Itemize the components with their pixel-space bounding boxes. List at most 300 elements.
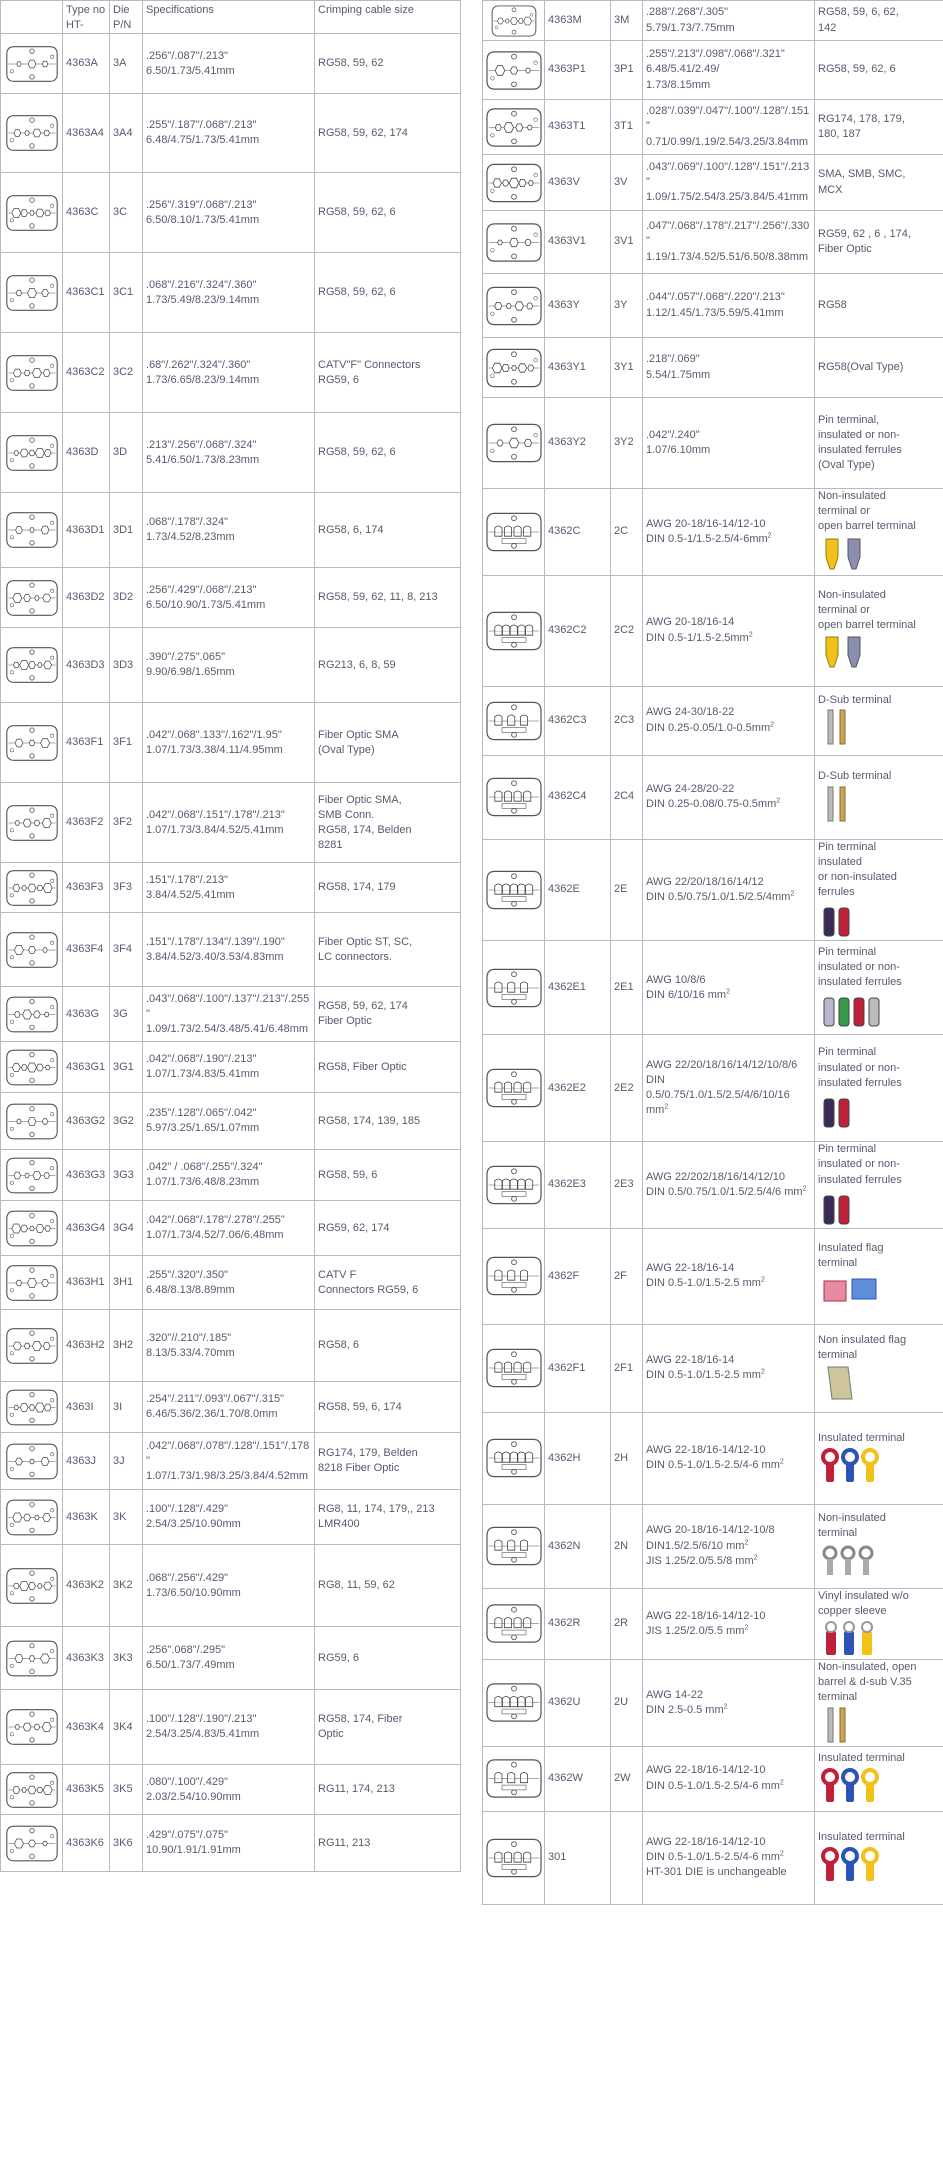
spec-awg: AWG 22-18/16-14 <box>646 1262 735 1275</box>
table-row <box>1 94 461 173</box>
type-cell: 4363C <box>63 173 110 253</box>
unit-superscript: 2 <box>802 1185 807 1193</box>
spec-din: DIN1.5/2.5/6/10 $mm^2$ <box>646 1538 749 1552</box>
type-cell: 4363K6 <box>63 1815 110 1872</box>
die-cell: 3G3 <box>110 1150 143 1201</box>
spec-awg: AWG 22-18/16-14/12-10 <box>646 1444 766 1457</box>
die-image-cell <box>1 1310 63 1382</box>
die-cell: 2C2 <box>611 575 643 686</box>
cable-text: Insulated terminal <box>818 1431 905 1444</box>
die-cell: 3K <box>110 1490 143 1545</box>
die-drawing <box>4 990 60 1039</box>
cable-text: D-Sub terminal <box>818 770 892 783</box>
terminal-image <box>818 1706 888 1746</box>
die-cell: 2W <box>611 1746 643 1811</box>
die-drawing <box>484 690 544 752</box>
spec-awg: AWG 22-18/16-14/12-10 <box>646 1835 766 1848</box>
spec-cell: .042"/.240" 1.07/6.10mm <box>643 398 815 489</box>
cable-text: Pin terminal insulated or non- insulated ferrules <box>818 1046 902 1089</box>
type-cell: 4363G1 <box>63 1042 110 1093</box>
spec-din: DIN 0.5/0.75/1.0/1.5/2.5/4/6/10/16 $mm^2$ <box>646 1074 790 1117</box>
table-row <box>483 398 943 489</box>
spec-cell <box>643 1142 815 1229</box>
die-drawing <box>484 1827 544 1889</box>
spec-cell: .028"/.039"/.047"/.100"/.128"/.151" 0.71/0.99/1.19/2.54/3.25/3.84mm <box>643 100 815 155</box>
type-cell: 4363G3 <box>63 1150 110 1201</box>
table-row <box>1 413 461 493</box>
table-row <box>1 253 461 333</box>
cable-cell <box>815 338 943 398</box>
cable-text: Pin terminal, insulated or non- insulated ferrules (Oval Type) <box>818 413 902 472</box>
spec-cell: .047"/.068"/.178"/.217"/.256"/.330" 1.19/1.73/4.52/5.51/6.50/8.38mm <box>643 211 815 274</box>
cable-cell <box>315 1690 461 1765</box>
die-drawing <box>484 277 544 335</box>
die-drawing <box>4 634 60 696</box>
unit-superscript: 2 <box>664 1103 669 1111</box>
table-row <box>483 1142 943 1229</box>
die-drawing <box>4 866 60 910</box>
die-cell: 2C4 <box>611 755 643 839</box>
spec-cell: .151"/.178"/.213" 3.84/4.52/5.41mm <box>143 863 315 913</box>
spec-cell: .218"/.069" 5.54/1.75mm <box>643 338 815 398</box>
table-row <box>1 628 461 703</box>
type-cell: 4362C3 <box>545 686 611 755</box>
table-row <box>483 686 943 755</box>
spec-cell: .235"/.128"/.065"/.042" 5.97/3.25/1.65/1.07mm <box>143 1093 315 1150</box>
die-image-cell <box>483 1412 545 1504</box>
spec-awg: AWG 24-28/20-22 <box>646 782 735 795</box>
die-image-cell <box>1 628 63 703</box>
die-image-cell <box>1 1765 63 1815</box>
spec-cell: .042"/.068"/.151"/.178"/.213" 1.07/1.73/3.84/4.52/5.41mm <box>143 783 315 863</box>
die-cell: 3H1 <box>110 1256 143 1310</box>
cable-text: RG58, 6 <box>318 1339 359 1352</box>
type-cell: 4362F <box>545 1228 611 1324</box>
die-drawing <box>4 422 60 484</box>
cable-cell <box>315 1433 461 1490</box>
spec-din: DIN $0.25-0.05/1.0-0.5mm^2$ <box>646 720 775 734</box>
cable-cell <box>315 987 461 1042</box>
terminal-image <box>818 1271 888 1311</box>
die-image-cell <box>1 1042 63 1093</box>
table-row <box>483 1228 943 1324</box>
cable-text: RG58, 59, 62 <box>318 57 384 70</box>
cable-text: RG8, 11, 59, 62 <box>318 1579 395 1592</box>
die-image-cell <box>483 755 545 839</box>
spec-cell: .288"/.268"/.305" 5.79/1.73/7.75mm <box>643 1 815 41</box>
spec-cell: .320"//.210"/.185" 8.13/5.33/4.70mm <box>143 1310 315 1382</box>
cable-cell <box>315 173 461 253</box>
spec-awg: AWG 14-22 <box>646 1688 704 1701</box>
die-cell: 3K4 <box>110 1690 143 1765</box>
cable-text: CATV F Connectors RG59, 6 <box>318 1268 419 1296</box>
spec-cell: .390"/.275".065" 9.90/6.98/1.65mm <box>143 628 315 703</box>
cable-text: Vinyl insulated w/o copper sleeve <box>818 1589 909 1617</box>
cable-cell <box>315 863 461 913</box>
terminal-image <box>818 1541 888 1581</box>
die-cell: 3H2 <box>110 1310 143 1382</box>
spec-din: DIN 0.5-1.0/1.5-2.5 $mm^2$ <box>646 1276 765 1290</box>
spec-din: DIN $0.5/0.75/1.0/1.5/2.5/4mm^2$ <box>646 890 795 903</box>
die-cell: 3D2 <box>110 568 143 628</box>
table-row <box>483 274 943 338</box>
cable-text: RG58, 59, 62, 6 <box>818 63 896 76</box>
die-cell: 2F <box>611 1228 643 1324</box>
die-image-cell <box>483 155 545 211</box>
cable-cell <box>815 1588 943 1659</box>
die-drawing <box>484 1749 544 1808</box>
die-drawing <box>484 1154 544 1216</box>
die-cell: 3K2 <box>110 1545 143 1627</box>
type-cell: 4363A <box>63 34 110 94</box>
die-drawing <box>4 919 60 981</box>
table-row <box>483 1504 943 1588</box>
die-image-cell <box>1 1093 63 1150</box>
spec-cell: .068"/.256"/.429" 1.73/6.50/10.90mm <box>143 1545 315 1627</box>
die-image-cell <box>483 686 545 755</box>
die-cell: 3V1 <box>611 211 643 274</box>
type-cell: 4362E1 <box>545 941 611 1035</box>
spec-cell: .068"/.216"/.324"/.360" 1.73/5.49/8.23/9.14mm <box>143 253 315 333</box>
die-drawing <box>484 766 544 828</box>
table-row <box>483 489 943 576</box>
die-cell: 2U <box>611 1660 643 1747</box>
unit-superscript: 2 <box>779 1778 784 1786</box>
cable-cell <box>815 274 943 338</box>
cable-text: Fiber Optic SMA (Oval Type) <box>318 728 399 756</box>
spec-din: DIN $0.25-0.08/0.75-0.5mm^2$ <box>646 797 781 811</box>
spec-awg: AWG 22-18/16-14/12-10 <box>646 1609 766 1622</box>
cable-cell <box>315 1093 461 1150</box>
cable-cell <box>315 34 461 94</box>
die-image-cell <box>483 338 545 398</box>
die-drawing <box>4 1696 60 1758</box>
die-image-cell <box>483 1588 545 1659</box>
cable-text: RG58, 174, 179 <box>318 881 396 894</box>
cable-cell <box>315 568 461 628</box>
type-column-header: Type no HT- <box>63 1 110 34</box>
die-image-cell <box>483 1324 545 1412</box>
type-cell: 4362F1 <box>545 1324 611 1412</box>
die-image-cell <box>1 1545 63 1627</box>
die-cell: 3F4 <box>110 913 143 987</box>
cable-text: RG58, 174, 139, 185 <box>318 1114 421 1127</box>
terminal-image <box>818 708 888 748</box>
die-drawing <box>484 103 544 152</box>
die-drawing <box>4 1493 60 1542</box>
spec-awg: AWG 10/8/6 <box>646 973 706 986</box>
table-row <box>483 1588 943 1659</box>
die-cell: 3K3 <box>110 1627 143 1690</box>
die-image-cell <box>483 1811 545 1904</box>
right-spec-table <box>482 0 943 1905</box>
die-drawing <box>484 44 544 97</box>
table-row <box>483 755 943 839</box>
unit-superscript: 2 <box>779 1458 784 1466</box>
table-row <box>1 1256 461 1310</box>
die-cell: 3Y <box>611 274 643 338</box>
spec-awg: AWG 22-18/16-14 <box>646 1354 735 1367</box>
die-cell: 3F2 <box>110 783 143 863</box>
unit-superscript: 2 <box>779 1850 784 1858</box>
die-cell: 2H <box>611 1412 643 1504</box>
die-drawing <box>4 1385 60 1430</box>
table-row <box>1 913 461 987</box>
die-drawing <box>4 262 60 324</box>
table-row <box>1 1201 461 1256</box>
table-row <box>1 1815 461 1872</box>
spec-cell <box>643 1811 815 1904</box>
terminal-image <box>818 1446 888 1486</box>
cable-text: Pin terminal insulated or non- insulated ferrules <box>818 1143 902 1186</box>
unit-superscript: 2 <box>748 630 753 638</box>
unit-superscript: 2 <box>776 797 781 805</box>
die-cell: 2R <box>611 1588 643 1659</box>
spec-awg: AWG 20-18/16-14/12-10/8 <box>646 1524 775 1537</box>
table-row <box>483 1035 943 1142</box>
table-row <box>483 1324 943 1412</box>
die-drawing <box>4 1436 60 1487</box>
die-drawing <box>4 1630 60 1687</box>
die-drawing <box>4 1153 60 1198</box>
die-drawing <box>4 792 60 854</box>
type-cell: 4363D <box>63 413 110 493</box>
terminal-image <box>818 900 888 940</box>
die-drawing <box>4 1045 60 1090</box>
die-cell: 3F1 <box>110 703 143 783</box>
cable-cell <box>815 1412 943 1504</box>
terminal-image <box>818 1188 888 1228</box>
cable-text: CATV"F" Connectors RG59, 6 <box>318 358 421 386</box>
type-cell: 4363Y <box>545 274 611 338</box>
type-cell: 4363V <box>545 155 611 211</box>
spec-cell <box>643 1660 815 1747</box>
type-cell: 4363V1 <box>545 211 611 274</box>
type-cell: 4363A4 <box>63 94 110 173</box>
cable-cell <box>815 41 943 100</box>
cable-cell <box>815 155 943 211</box>
die-cell: 3D1 <box>110 493 143 568</box>
cable-text: RG58, 6, 174 <box>318 523 384 536</box>
spec-cell <box>643 839 815 941</box>
cable-cell <box>815 575 943 686</box>
spec-awg: AWG 22/20/18/16/14/12/10/8/6 <box>646 1058 798 1071</box>
left-spec-table <box>0 0 461 1872</box>
die-image-cell <box>483 1142 545 1229</box>
cable-cell <box>815 1035 943 1142</box>
table-row <box>483 211 943 274</box>
type-cell: 4363J <box>63 1433 110 1490</box>
cable-cell <box>815 1811 943 1904</box>
spec-cell: .254"/.211"/.093"/.067"/.315" 6.46/5.36/2.36/1.70/8.0mm <box>143 1382 315 1433</box>
cable-text: RG58, 59, 62, 174 <box>318 126 408 139</box>
type-cell: 4362E3 <box>545 1142 611 1229</box>
type-cell: 4363D1 <box>63 493 110 568</box>
die-drawing <box>4 1096 60 1147</box>
cable-text: Non insulated flag terminal <box>818 1334 907 1362</box>
die-image-cell <box>483 489 545 576</box>
table-row <box>483 155 943 211</box>
cable-cell <box>815 1746 943 1811</box>
type-cell: 4363G4 <box>63 1201 110 1256</box>
die-cell: 3C2 <box>110 333 143 413</box>
die-image-cell <box>1 1201 63 1256</box>
spec-cell <box>643 1504 815 1588</box>
die-image-cell <box>1 1815 63 1872</box>
cable-cell <box>815 755 943 839</box>
terminal-image <box>818 1091 888 1131</box>
cable-text: D-Sub terminal <box>818 693 892 706</box>
cable-cell <box>315 493 461 568</box>
die-image-cell <box>1 703 63 783</box>
die-drawing <box>484 1427 544 1489</box>
type-cell: 4362C2 <box>545 575 611 686</box>
unit-superscript: 2 <box>790 890 795 898</box>
cable-text: RG58, 59, 62, 174 Fiber Optic <box>318 1000 408 1028</box>
spec-cell: .151"/.178"/.134"/.139"/.190" 3.84/4.52/3.40/3.53/4.83mm <box>143 913 315 987</box>
cable-text: RG58, 174, Fiber Optic <box>318 1713 403 1741</box>
die-image-cell <box>1 913 63 987</box>
type-cell: 4363P1 <box>545 41 611 100</box>
cable-cell <box>315 94 461 173</box>
spec-cell: .100"/.128"/.190"/.213" 2.54/3.25/4.83/5.41mm <box>143 1690 315 1765</box>
cable-cell <box>315 1490 461 1545</box>
table-row <box>1 568 461 628</box>
type-cell: 4362U <box>545 1660 611 1747</box>
table-row <box>483 575 943 686</box>
cable-text: RG213, 6, 8, 59 <box>318 658 396 671</box>
spec-cell: .213"/.256"/.068"/.324" 5.41/6.50/1.73/8.23mm <box>143 413 315 493</box>
die-cell: 3Y2 <box>611 398 643 489</box>
spec-cell: .044"/.057"/.068"/.220"/.213" 1.12/1.45/1.73/5.59/5.41mm <box>643 274 815 338</box>
type-cell: 4363K2 <box>63 1545 110 1627</box>
die-drawing <box>484 1057 544 1119</box>
terminal-image <box>818 1363 888 1403</box>
cable-text: Insulated terminal <box>818 1751 905 1764</box>
spec-din: DIN 0.5-1.0/1.5-2.5/4-6 $mm^2$ <box>646 1850 784 1863</box>
spec-din: DIN 0.5-1.0/1.5-2.5/4-6 $mm^2$ <box>646 1778 784 1792</box>
spec-din: DIN $0.5-1/1.5-2.5mm^2$ <box>646 630 753 644</box>
die-drawing <box>484 1245 544 1307</box>
type-cell: 4363F4 <box>63 913 110 987</box>
die-drawing <box>484 412 544 474</box>
die-image-cell <box>1 1690 63 1765</box>
spec-jis: JIS 1.25/2.0/5.5/8 $mm^2$ <box>646 1554 758 1567</box>
table-row <box>1 1150 461 1201</box>
table-row <box>1 987 461 1042</box>
table-row <box>483 338 943 398</box>
type-cell: 4363D2 <box>63 568 110 628</box>
type-cell: 4363G <box>63 987 110 1042</box>
die-cell: 2C3 <box>611 686 643 755</box>
die-drawing <box>484 1677 544 1728</box>
type-cell: 4363F2 <box>63 783 110 863</box>
die-image-cell <box>1 987 63 1042</box>
spec-cell <box>643 489 815 576</box>
cable-text: RG58, 59, 62, 6 <box>318 286 396 299</box>
table-row <box>1 1382 461 1433</box>
type-cell: 4363D3 <box>63 628 110 703</box>
table-row <box>483 1 943 41</box>
table-row <box>1 1042 461 1093</box>
cable-cell <box>315 628 461 703</box>
spec-awg: AWG 24-30/18-22 <box>646 706 735 719</box>
type-cell: 4363Y1 <box>545 338 611 398</box>
die-cell <box>611 1811 643 1904</box>
cable-cell <box>315 1765 461 1815</box>
die-image-cell <box>483 1746 545 1811</box>
spec-column-header: Specifications <box>143 1 315 34</box>
cable-cell <box>815 100 943 155</box>
cable-cell <box>315 1201 461 1256</box>
table-row <box>1 173 461 253</box>
type-cell: 4363K <box>63 1490 110 1545</box>
cable-cell <box>315 1815 461 1872</box>
die-drawing <box>484 1515 544 1577</box>
cable-cell <box>815 686 943 755</box>
die-image-cell <box>483 274 545 338</box>
cable-text: RG58, 59, 6 <box>318 1168 378 1181</box>
die-column-header: Die P/N <box>110 1 143 34</box>
die-cell: 3V <box>611 155 643 211</box>
type-cell: 4363K4 <box>63 1690 110 1765</box>
terminal-image <box>818 1845 888 1885</box>
type-cell: 4362C4 <box>545 755 611 839</box>
spec-cell: .68"/.262"/.324"/.360" 1.73/6.65/8.23/9.14mm <box>143 333 315 413</box>
die-image-cell <box>483 398 545 489</box>
die-cell: 3P1 <box>611 41 643 100</box>
cable-text: RG58, 59, 62, 6 <box>318 206 396 219</box>
cable-cell <box>315 1382 461 1433</box>
unit-superscript: 2 <box>767 532 772 540</box>
cable-text: RG59, 62, 174 <box>318 1221 390 1234</box>
die-cell: 3D3 <box>110 628 143 703</box>
die-image-cell <box>483 1660 545 1747</box>
spec-cell: .043"/.068"/.100"/.137"/.213"/.255" 1.09/1.73/2.54/3.48/5.41/6.48mm <box>143 987 315 1042</box>
spec-din: DIN 6/10/16 $mm^2$ <box>646 988 730 1001</box>
die-cell: 3Y1 <box>611 338 643 398</box>
die-image-cell <box>1 94 63 173</box>
spec-cell: .043"/.069"/.100"/.128"/.151"/.213" 1.09/1.75/2.54/3.25/3.84/5.41mm <box>643 155 815 211</box>
cable-text: Fiber Optic ST, SC, LC connectors. <box>318 935 413 963</box>
spec-awg: AWG 20-18/16-14/12-10 <box>646 517 766 530</box>
terminal-image <box>818 990 888 1030</box>
die-drawing <box>4 712 60 774</box>
spec-cell: .100"/.128"/.429" 2.54/3.25/10.90mm <box>143 1490 315 1545</box>
die-drawing <box>484 4 544 38</box>
cable-cell <box>815 1504 943 1588</box>
table-row <box>1 1490 461 1545</box>
spec-cell: .256"/.429"/.068"/.213" 6.50/10.90/1.73/5.41mm <box>143 568 315 628</box>
cable-cell <box>815 1 943 41</box>
cable-text: RG58 <box>818 298 847 311</box>
die-image-cell <box>1 783 63 863</box>
die-image-cell <box>483 1504 545 1588</box>
cable-cell <box>815 398 943 489</box>
spec-cell <box>643 755 815 839</box>
die-cell: 3F3 <box>110 863 143 913</box>
spec-cell: .255"/.320"/.350" 6.48/8.13/8.89mm <box>143 1256 315 1310</box>
unit-superscript: 2 <box>753 1554 758 1562</box>
die-drawing <box>484 859 544 921</box>
cable-text: SMA, SMB, SMC, MCX <box>818 168 906 196</box>
die-drawing <box>484 600 544 662</box>
spec-awg: AWG 22/20/18/16/14/12 <box>646 875 764 888</box>
cable-text: Non-insulated, open barrel & d-sub V.35 terminal <box>818 1661 917 1704</box>
cable-text: RG174, 178, 179, 180, 187 <box>818 112 905 140</box>
die-cell: 3M <box>611 1 643 41</box>
die-cell: 3A <box>110 34 143 94</box>
